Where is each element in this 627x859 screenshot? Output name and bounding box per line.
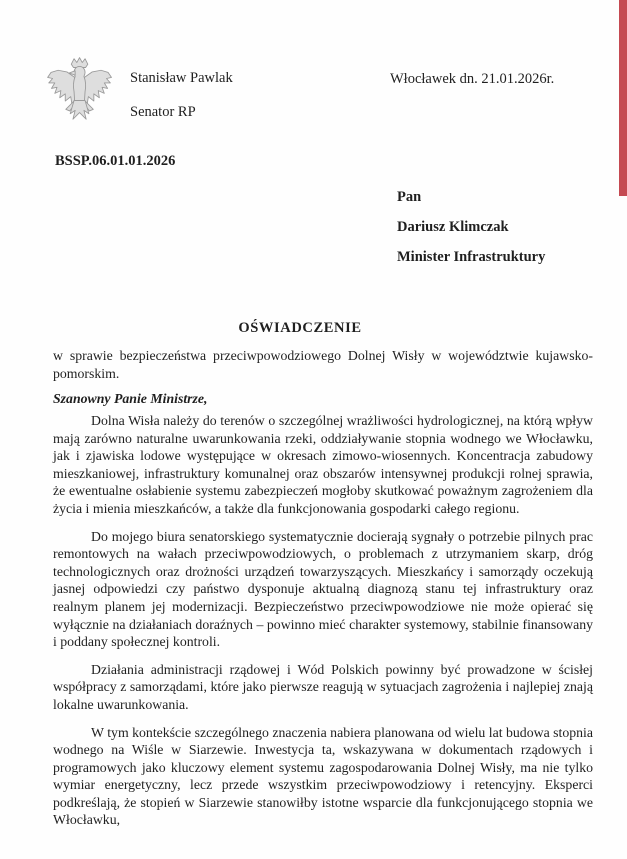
addressee-position: Minister Infrastruktury bbox=[397, 249, 546, 265]
paragraph-4: W tym kontekście szczególnego znaczenia nabiera planowana od wielu lat budowa stopnia wodnego na Wiśle w Siarzewie. Inwestycja ta, wskazywana w dokumentach rządowych i programowych jako kluczowy element systemu zagospodarowania Dolnej Wisły, ma nie tylko wymiar energetyczny, lecz przede wszystkim przeciwpowodziowy i retencyjny. Eksperci podkreślają, że stopień w Siarzewie stanowiłby istotne wsparcie dla funkcjonującego stopnia we Włocławku, bbox=[53, 724, 593, 828]
letter-body bbox=[53, 412, 593, 839]
eagle-tail bbox=[70, 101, 89, 120]
paragraph-3: Działania administracji rządowej i Wód Polskich powinny być prowadzone w ścisłej współpracy z samorządami, które jako pierwsze reagują w sytuacjach zagrożenia i najlepiej znają lokalne uwarunkowania. bbox=[53, 661, 593, 712]
polish-eagle-emblem bbox=[46, 53, 112, 148]
reference-number: BSSP.06.01.01.2026 bbox=[55, 153, 176, 169]
sender-title: Senator RP bbox=[130, 104, 196, 120]
place-and-date: Włocławek dn. 21.01.2026r. bbox=[390, 71, 555, 87]
salutation: Szanowny Panie Ministrze, bbox=[53, 391, 208, 406]
document-title: OŚWIADCZENIE bbox=[238, 320, 362, 336]
document-subject: w sprawie bezpieczeństwa przeciwpowodziowego Dolnej Wisły w województwie kujawsko-pomorskim. bbox=[53, 348, 593, 381]
addressee-block bbox=[397, 182, 545, 272]
eagle-icon bbox=[46, 53, 112, 148]
paragraph-2: Do mojego biura senatorskiego systematycznie docierają sygnały o potrzebie pilnych prac remontowych na wałach przeciwpowodziowych, o problemach z utrzymaniem skarp, dróg technologicznych oraz drożności urządzeń towarzyszących. Mieszkańcy i samorządy oczekują jasnej odpowiedzi czy państwo dysponuje aktualną diagnozą stanu tej infrastruktury oraz realnym planem jej modernizacji. Bezpieczeństwo przeciwpowodziowe nie może opierać się wyłącznie na działaniach doraźnych – powinno mieć charakter systemowy, stabilnie finansowany i poddany społecznej kontroli. bbox=[53, 528, 593, 650]
addressee-honorific: Pan bbox=[397, 189, 422, 205]
scan-edge-red-bar bbox=[619, 0, 627, 196]
addressee-name: Dariusz Klimczak bbox=[397, 219, 509, 235]
sender-name: Stanisław Pawlak bbox=[130, 70, 233, 86]
paragraph-1: Dolna Wisła należy do terenów o szczególnej wrażliwości hydrologicznej, na którą wpływ mają zarówno naturalne uwarunkowania rzeki, oddziaływanie stopnia wodnego we Włocławku, jak i zjawiska lodowe występujące w okresach zimowo-wiosennych. Koncentracja zabudowy mieszkaniowej, infrastruktury komunalnej oraz obszarów intensywnej produkcji rolnej sprawia, że ewentualne osłabienie systemu zabezpieczeń mogłoby skutkować poważnym zagrożeniem dla życia i mienia mieszkańców, a także dla funkcjonowania gospodarki całego regionu. bbox=[53, 413, 593, 516]
